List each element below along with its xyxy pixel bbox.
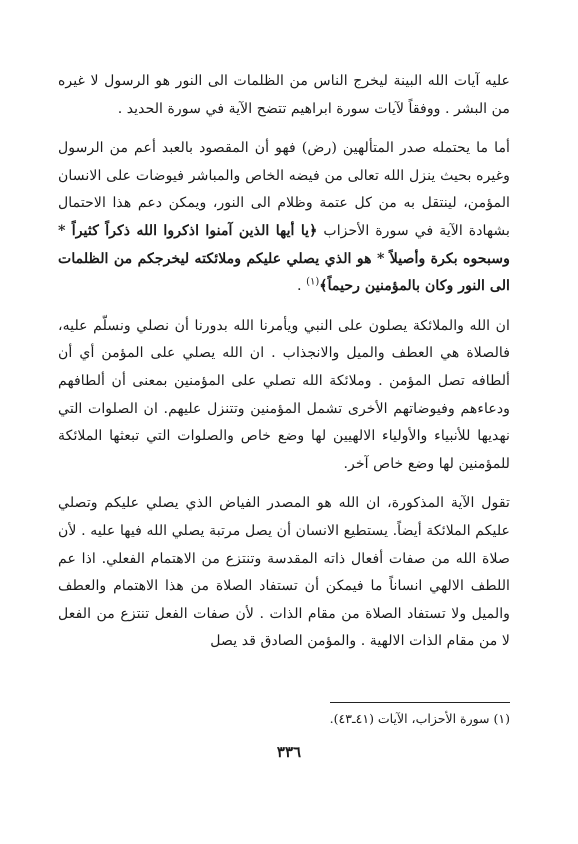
page-number: ٣٣٦	[276, 743, 302, 761]
paragraph-2-text-before: أما ما يحتمله صدر المتألهين (رض) فهو أن المقصود بالعبد أعم من الرسول وغيره بحيث ينزل الله تعالى من فيضه الخاص والمباشر فيوضات على الانسان المؤمن، لينتقل به من كل عتمة وظلام الى النور، ويمكن دعم هذا الاحتمال بشهادة الآية في سورة الأحزاب	[58, 140, 510, 239]
paragraph-4-text: تقول الآية المذكورة، ان الله هو المصدر الفياض الذي يصلي عليكم وتصلي عليكم الملائكة أيضاً. يستطيع الانسان أن يصل مرتبة يصلي الله فيها عليه . لأن صلاة الله من صفات أفعال ذاته المقدسة وتنتزع من الاهتمام الفعلي. اذا عم اللطف الالهي انساناً ما فيمكن أن تستفاد الصلاة من هذا الاهتمام والعطف والميل ولا تستفاد الصلاة من مقام الذات . لأن صفات الفعل تنتزع من الفعل لا من مقام الذات الالهية . والمؤمن الصادق قد يصل	[58, 495, 510, 650]
footnote-separator	[330, 702, 510, 703]
paragraph-2	[58, 135, 510, 301]
quran-quote: ﴿يا أيها الذين آمنوا اذكروا الله ذكراً كثيراً * وسبحوه بكرة وأصيلاً * هو الذي يصلي عليكم وملائكته ليخرجكم من الظلمات الى النور وكان بالمؤمنين رحيماً﴾	[58, 222, 510, 295]
paragraph-1	[58, 68, 510, 123]
footnote-marker: (١)	[306, 276, 320, 288]
paragraph-4	[58, 490, 510, 656]
paragraph-2-text-after: .	[297, 278, 307, 295]
paragraph-3	[58, 313, 510, 479]
page-body	[58, 68, 510, 656]
footnote: (١) سورة الأحزاب، الآيات (٤١ـ٤٣).	[329, 711, 510, 726]
paragraph-1-text: عليه آيات الله البينة ليخرج الناس من الظلمات الى النور هو الرسول لا غيره من البشر . ووفقاً لآيات سورة ابراهيم تتضح الآية في سورة الحديد .	[58, 73, 510, 117]
paragraph-3-text: ان الله والملائكة يصلون على النبي ويأمرنا الله بدورنا أن نصلي ونسلّم عليه، فالصلاة هي العطف والميل والانجذاب . ان الله يصلي على المؤمن أي أن ألطافه تصل المؤمن . وملائكة الله تصلي على المؤمنين بمعنى أن ألطافهم ودعاءهم وفيوضاتهم الأخرى تشمل المؤمنين وتتنزل عليهم. ان الصلوات التي نهديها للأنبياء والأولياء الالهيين لها وضع خاص والصلوات التي تبعثها الملائكة للمؤمنين لها وضع خاص آخر.	[58, 317, 510, 472]
